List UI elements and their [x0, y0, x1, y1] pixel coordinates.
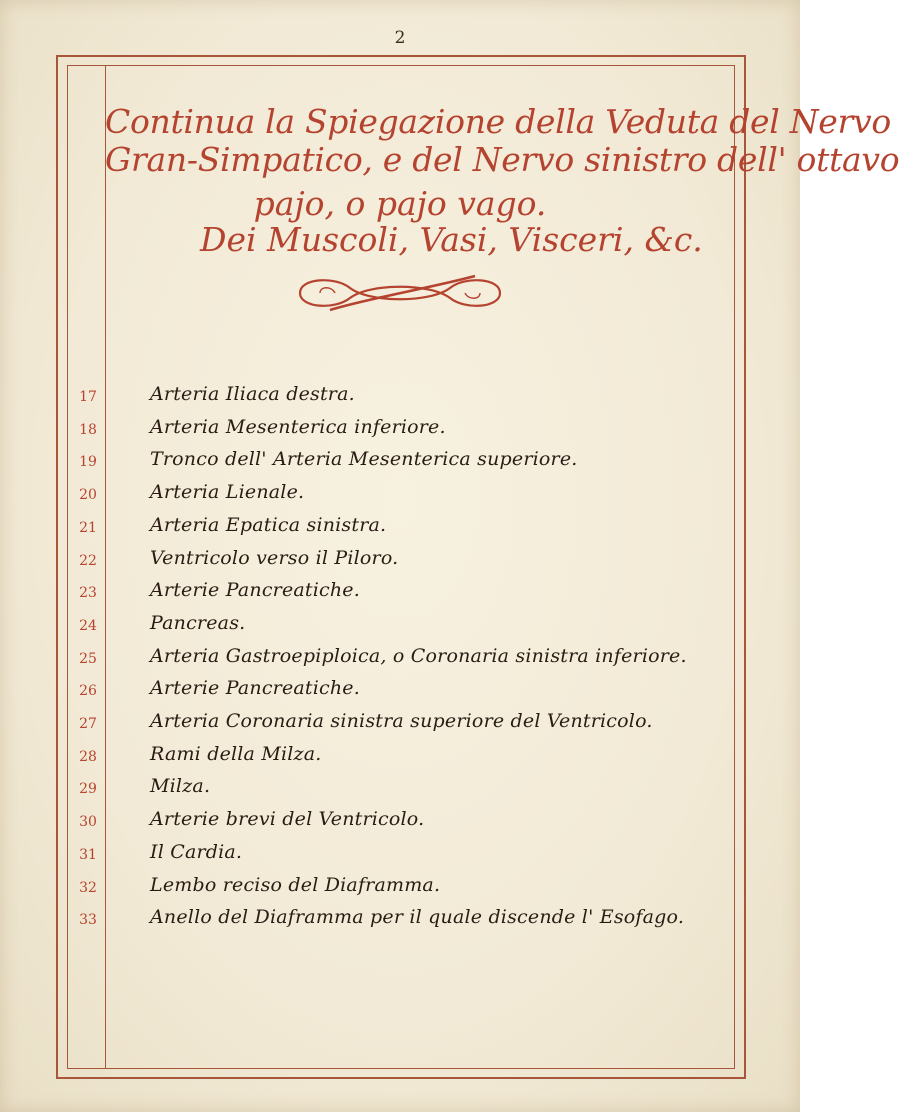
entry-number: 31	[79, 846, 97, 863]
entry-text: Rami della Milza.	[150, 742, 322, 765]
entry-number: 19	[79, 454, 97, 471]
list-item	[0, 806, 800, 840]
entry-number: 23	[79, 585, 97, 602]
list-item	[0, 643, 800, 677]
entry-text: Milza.	[150, 775, 211, 798]
entry-text: Arterie Pancreatiche.	[150, 579, 360, 602]
entry-text: Arteria Epatica sinistra.	[150, 513, 387, 536]
entry-number: 22	[79, 552, 97, 569]
title-line-4: Dei Muscoli, Vasi, Visceri, &c.	[200, 220, 703, 259]
entry-text: Arterie Pancreatiche.	[150, 677, 360, 700]
entry-text: Anello del Diaframma per il quale discende l' Esofago.	[150, 906, 685, 929]
list-item	[0, 512, 800, 546]
entry-number: 28	[79, 748, 97, 765]
entry-number: 25	[79, 650, 97, 667]
page-number: 2	[394, 28, 406, 48]
entry-number: 21	[79, 519, 97, 536]
list-item	[0, 872, 800, 906]
calligraphic-flourish	[290, 268, 510, 318]
list-item	[0, 446, 800, 480]
list-item	[0, 708, 800, 742]
list-item	[0, 610, 800, 644]
entry-number: 18	[79, 421, 97, 438]
list-item	[0, 577, 800, 611]
entry-text: Arteria Mesenterica inferiore.	[150, 415, 446, 438]
list-item	[0, 773, 800, 807]
entry-text: Arteria Coronaria sinistra superiore del Ventricolo.	[150, 710, 653, 732]
entry-text: Arteria Gastroepiploica, o Coronaria sinistra inferiore.	[150, 644, 687, 667]
entry-number: 33	[79, 912, 97, 929]
entry-number: 17	[79, 389, 97, 405]
list-item	[0, 381, 800, 415]
entry-text: Lembo reciso del Diaframma.	[150, 873, 441, 896]
entry-number: 29	[79, 781, 97, 798]
list-item	[0, 839, 800, 873]
list-item	[0, 904, 800, 938]
entry-text: Pancreas.	[150, 611, 246, 634]
list-item	[0, 675, 800, 709]
entry-number: 24	[79, 617, 97, 634]
title-line-2: Gran-Simpatico, e del Nervo sinistro dell' ottavo	[105, 140, 899, 179]
list-item	[0, 741, 800, 775]
list-item	[0, 414, 800, 448]
entry-number: 27	[79, 716, 97, 732]
entry-text: Il Cardia.	[150, 840, 243, 863]
entry-text: Arteria Lienale.	[150, 481, 305, 504]
entry-number: 20	[79, 487, 97, 504]
entry-number: 26	[79, 683, 97, 700]
title-line-1: Continua la Spiegazione della Veduta del Nervo	[105, 102, 891, 141]
entry-text: Arterie brevi del Ventricolo.	[150, 808, 425, 831]
entry-number: 30	[79, 814, 97, 831]
title-line-3: pajo, o pajo vago.	[253, 184, 547, 223]
entry-text: Ventricolo verso il Piloro.	[150, 546, 399, 569]
list-item	[0, 479, 800, 513]
entry-text: Arteria Iliaca destra.	[150, 383, 355, 405]
entry-text: Tronco dell' Arteria Mesenterica superiore.	[150, 448, 578, 471]
list-item	[0, 545, 800, 579]
entry-number: 32	[79, 879, 97, 896]
